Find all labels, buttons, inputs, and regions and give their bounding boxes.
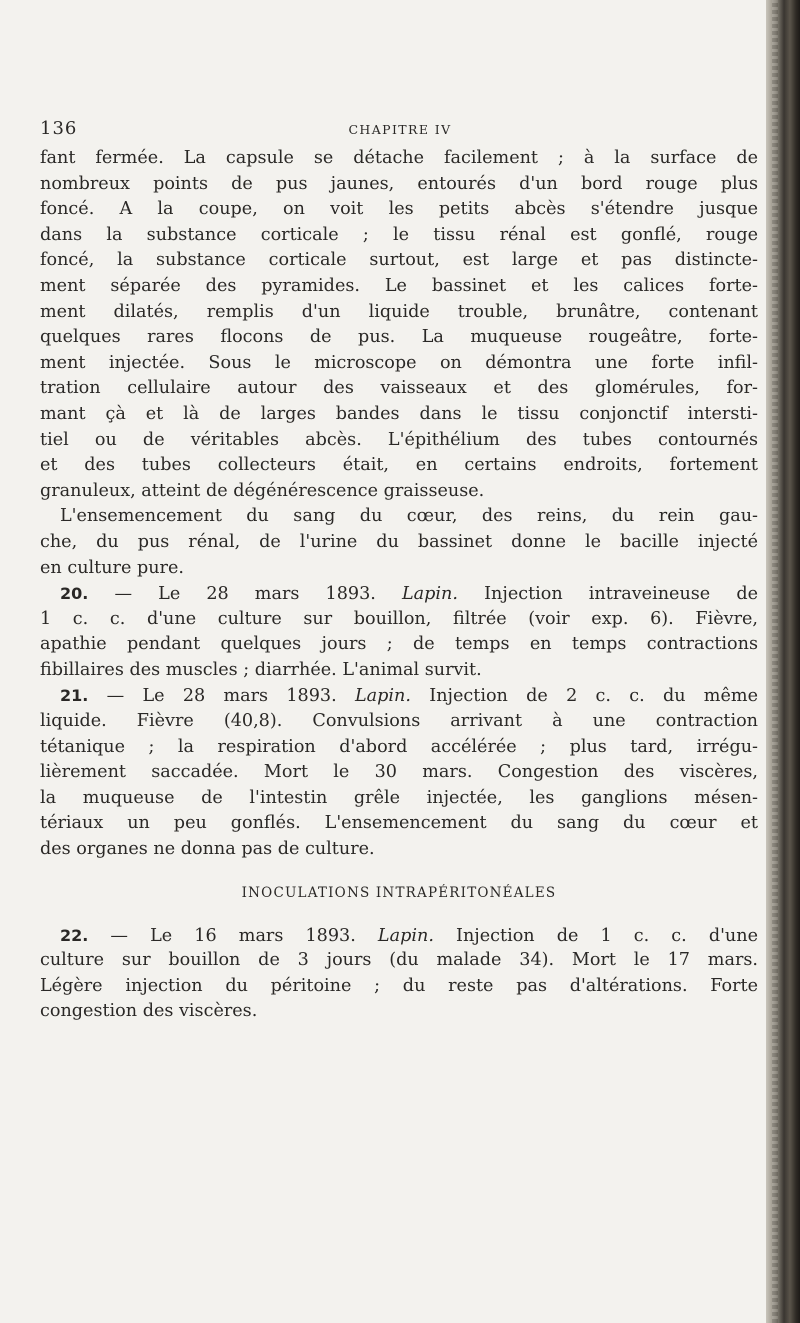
text-line: granuleux, atteint de dégénérescence graisseuse. — [40, 480, 485, 501]
text-line: L'ensemencement du sang du cœur, des reins, du rein gau- — [60, 506, 758, 527]
text-line: mant çà et là de larges bandes dans le tissu conjonctif intersti- — [40, 403, 758, 424]
experiment-21 — [40, 683, 758, 862]
experiment-first-line — [40, 581, 758, 607]
section-spacer — [40, 863, 758, 881]
text-line: tétanique ; la respiration d'abord accélérée ; plus tard, irrégu- — [40, 736, 758, 757]
section-heading: INOCULATIONS INTRAPÉRITONÉALES — [241, 884, 557, 901]
experiment-number: 20. — [60, 584, 89, 604]
paragraph-autopsy — [40, 146, 758, 504]
text-line: tériaux un peu gonflés. L'ensemencement du sang du cœur et — [40, 813, 758, 834]
text-line: nombreux points de pus jaunes, entourés d'un bord rouge plus — [40, 173, 758, 194]
text-line: ment injectée. Sous le microscope on démontra une forte infil- — [40, 352, 758, 373]
text-line: congestion des viscères. — [40, 1001, 258, 1022]
text-line: la muqueuse de l'intestin grêle injectée, les ganglions mésen- — [40, 787, 758, 808]
text-line: lièrement saccadée. Mort le 30 mars. Congestion des viscères, — [40, 762, 758, 783]
text-line: Légère injection du péritoine ; du reste pas d'altérations. Forte — [40, 975, 758, 996]
text-line: tiel ou de véritables abcès. L'épithélium des tubes contournés — [40, 429, 758, 450]
book-page-edge — [766, 0, 800, 1323]
experiment-first-line — [40, 923, 758, 949]
page-number: 136 — [40, 118, 78, 139]
text-line: quelques rares flocons de pus. La muqueuse rougeâtre, forte- — [40, 327, 758, 348]
paragraph-culture — [40, 504, 758, 581]
experiment-animal: Lapin. — [354, 686, 411, 707]
experiment-animal: Lapin. — [377, 925, 434, 946]
experiment-text: Injection intraveineuse de — [457, 584, 758, 605]
experiment-text: Injection de 2 c. c. du même — [410, 686, 758, 707]
experiment-22 — [40, 923, 758, 1025]
text-line: 1 c. c. d'une culture sur bouillon, filtrée (voir exp. 6). Fièvre, — [40, 608, 758, 629]
text-line: foncé, la substance corticale surtout, est large et pas distincte- — [40, 250, 758, 271]
text-line: ment dilatés, remplis d'un liquide trouble, brunâtre, contenant — [40, 301, 758, 322]
experiment-animal: Lapin. — [401, 584, 458, 605]
experiment-20 — [40, 581, 758, 683]
text-line: des organes ne donna pas de culture. — [40, 839, 375, 860]
experiment-first-line — [40, 683, 758, 709]
experiment-date: — Le 16 mars 1893. — [88, 925, 378, 946]
running-head — [40, 118, 760, 142]
experiment-number: 22. — [60, 925, 89, 945]
text-line: fant fermée. La capsule se détache facilement ; à la surface de — [40, 148, 758, 168]
text-line: en culture pure. — [40, 557, 184, 578]
chapter-title: CHAPITRE IV — [348, 122, 452, 137]
experiment-date: — Le 28 mars 1893. — [88, 584, 402, 605]
text-line: ment séparée des pyramides. Le bassinet et les calices forte- — [40, 275, 758, 296]
text-line: fibillaires des muscles ; diarrhée. L'animal survit. — [40, 659, 482, 680]
text-line: culture sur bouillon de 3 jours (du malade 34). Mort le 17 mars. — [40, 950, 758, 971]
text-line: foncé. A la coupe, on voit les petits abcès s'étendre jusque — [40, 199, 758, 220]
text-line: che, du pus rénal, de l'urine du bassinet donne le bacille injecté — [40, 531, 758, 552]
body-text — [40, 146, 758, 1025]
text-line: tration cellulaire autour des vaisseaux et des glomérules, for- — [40, 378, 758, 399]
section-spacer — [40, 905, 758, 923]
experiment-date: — Le 28 mars 1893. — [88, 686, 355, 707]
text-line: et des tubes collecteurs était, en certains endroits, fortement — [40, 455, 758, 476]
experiment-number: 21. — [60, 686, 89, 706]
text-line: apathie pendant quelques jours ; de temps en temps contractions — [40, 634, 758, 655]
text-line: liquide. Fièvre (40,8). Convulsions arrivant à une contraction — [40, 711, 758, 732]
experiment-text: Injection de 1 c. c. d'une — [433, 925, 758, 946]
text-line: dans la substance corticale ; le tissu rénal est gonflé, rouge — [40, 224, 758, 245]
